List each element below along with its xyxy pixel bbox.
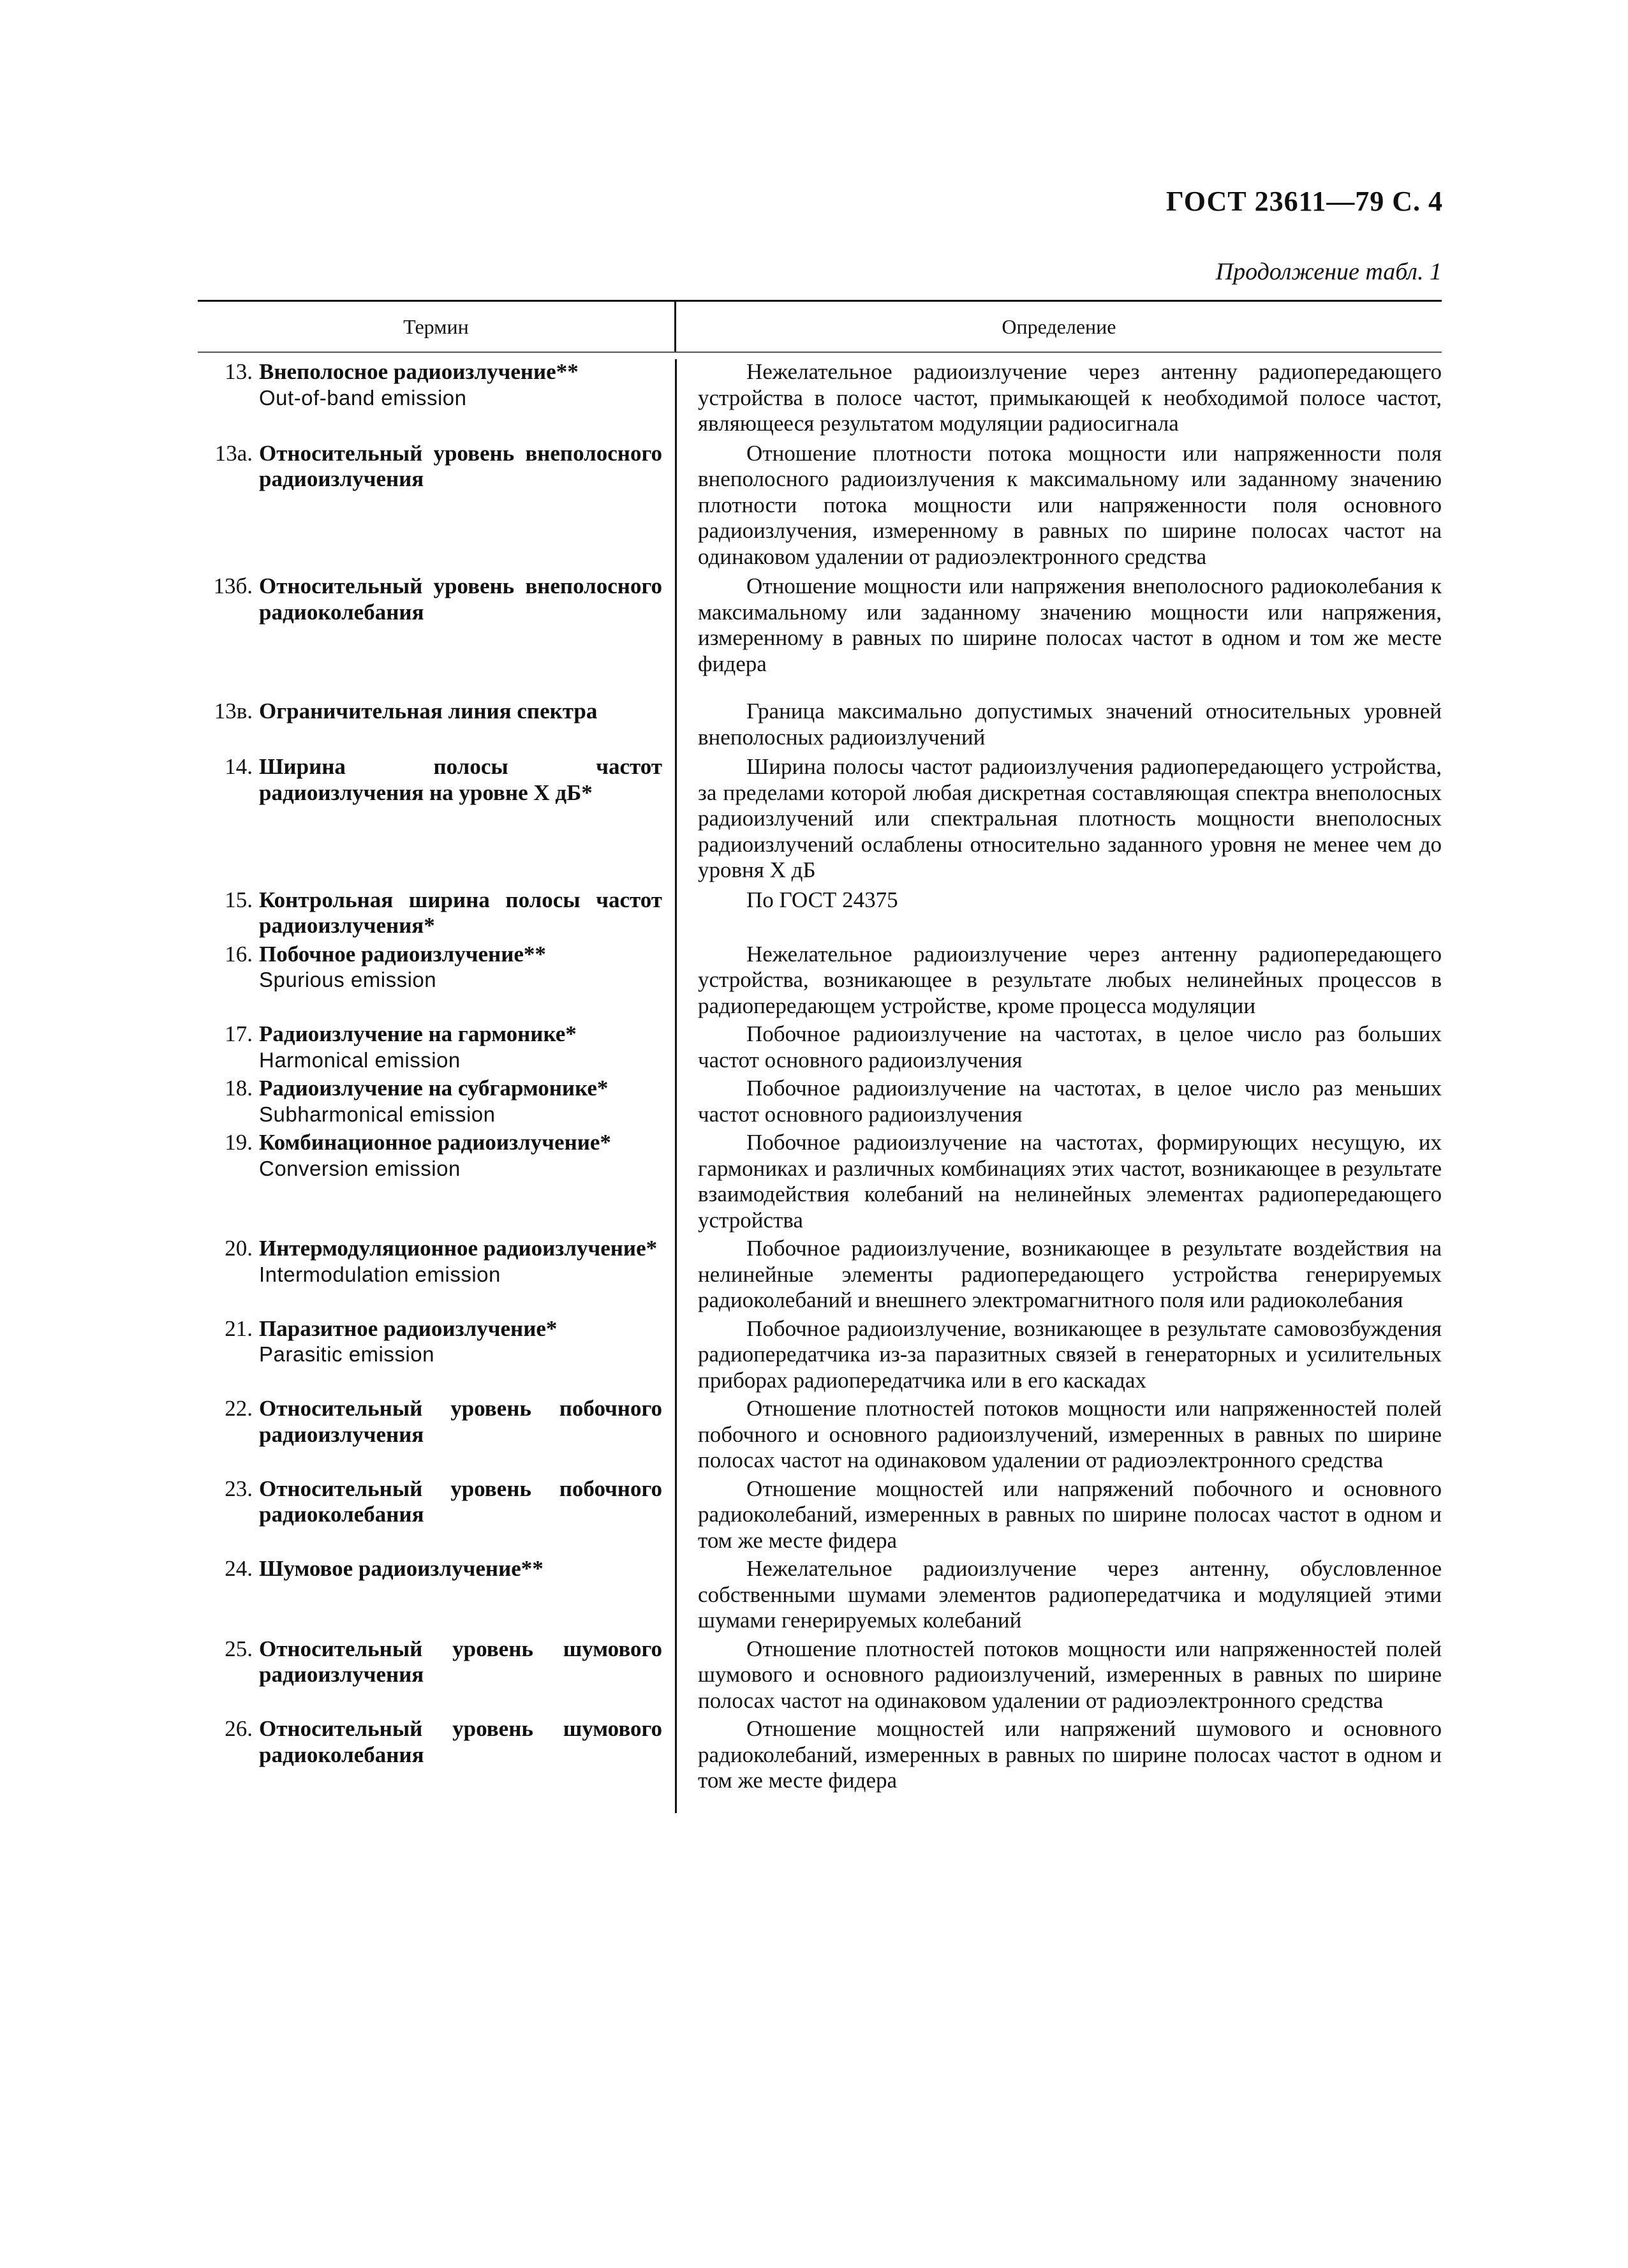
table-row [198,1316,1442,1394]
term-body [259,359,662,411]
table-row [198,1130,1442,1233]
term-body [259,1476,662,1528]
definition-cell: Побочное радиоизлучение, возникающее в результате воздействия на нелинейные элементы радиопередающего устройства генерируемых радиоколебаний и внешнего электромагнитного поля или радиоколебания [698,1236,1442,1312]
table-body [198,359,1442,1794]
term-cell [198,1021,675,1073]
term-line [198,1396,662,1448]
term-line [198,887,662,939]
definition-cell: Побочное радиоизлучение на частотах, в целое число раз больших частот основного радиоизлучения [698,1021,1442,1072]
term-line [198,942,662,993]
term-russian: Контрольная ширина полосы частот радиоизлучения* [259,887,662,938]
table-row [198,1476,1442,1554]
table-row [198,359,1442,437]
term-russian: Радиоизлучение на субгармонике* [259,1076,609,1101]
term-line [198,1076,662,1127]
term-line [198,1316,662,1368]
term-english: Out-of-band emission [259,385,467,410]
term-cell [198,1316,675,1394]
term-cell [198,942,675,1019]
term-body [259,574,662,625]
table-continuation-note: Продолжение табл. 1 [1215,258,1442,285]
term-cell [198,887,675,939]
term-body [259,1130,662,1182]
term-number: 25. [225,1636,253,1661]
term-body [259,1021,662,1073]
terms-table [198,300,1442,1794]
term-number: 15. [225,887,253,912]
definition-cell: Отношение мощности или напряжения внеполосного радиоколебания к максимальному или заданному значению мощности или напряжения, измеренному в равных по ширине полосах частот в одном и том же месте фидера [698,574,1442,676]
term-english: Subharmonical emission [259,1102,496,1126]
term-cell [198,699,675,750]
table-row [198,754,1442,884]
term-line [198,1476,662,1528]
document-reference: ГОСТ 23611—79 С. 4 [1166,186,1443,217]
term-cell [198,1556,675,1634]
term-number: 23. [225,1476,253,1501]
table-row [198,574,1442,677]
table-row [198,887,1442,939]
term-russian: Паразитное радиоизлучение* [259,1316,558,1341]
table-row [198,1716,1442,1794]
definition-cell: Побочное радиоизлучение, возникающее в результате самовозбуждения радиопередатчика из-за паразитных связей в генераторных и усилительных приборах радиопередатчика или в его каскадах [698,1316,1442,1393]
term-line [198,1716,662,1768]
term-line [198,699,662,725]
term-russian: Комбинационное радиоизлучение* [259,1130,611,1155]
definition-cell: Отношение плотностей потоков мощности или напряженностей полей шумового и основного радиоизлучений, измеренных в равных по ширине полосах частот на одинаковом удалении от радиоэлектронного средства [698,1636,1442,1713]
term-english: Parasitic emission [259,1342,434,1366]
term-russian: Внеполосное радиоизлучение** [259,359,579,384]
term-cell [198,1716,675,1794]
term-line [198,754,662,806]
column-header-definition: Определение [1002,315,1116,338]
table-header-row [198,300,1442,353]
term-russian: Побочное радиоизлучение** [259,941,546,967]
term-russian: Относительный уровень внеполосного радиоизлучения [259,440,662,491]
term-cell [198,574,675,677]
term-number: 24. [225,1556,253,1581]
term-russian: Относительный уровень внеполосного радиоколебания [259,574,662,625]
table-row [198,1021,1442,1073]
table-row [198,1396,1442,1474]
term-line [198,441,662,493]
term-line [198,1556,662,1582]
term-russian: Интермодуляционное радиоизлучение* [259,1236,658,1261]
definition-cell: Граница максимально допустимых значений относительных уровней внеполосных радиоизлучений [698,699,1442,750]
term-number: 22. [225,1396,253,1421]
term-body [259,1316,662,1368]
definition-cell: Отношение плотностей потоков мощности или напряженностей полей побочного и основного радиоизлучений, измеренных в равных по ширине полосах частот на одинаковом удалении от радиоэлектронного средства [698,1396,1442,1472]
term-body [259,1636,662,1688]
definition-cell: Ширина полосы частот радиоизлучения радиопередающего устройства, за пределами которой любая дискретная составляющая спектра внеполосных радиоизлучений или спектральная плотность мощности внеполосных радиоизлучений ослаблены относительно заданного уровня не менее чем до уровня X дБ [698,754,1442,882]
term-number: 16. [225,941,253,967]
term-number: 26. [225,1716,253,1741]
term-number: 19. [225,1130,253,1155]
term-number: 13в. [214,699,253,723]
term-cell [198,1076,675,1127]
term-number: 21. [225,1316,253,1341]
term-russian: Ограничительная линия спектра [259,699,598,723]
term-russian: Шумовое радиоизлучение** [259,1556,544,1581]
term-cell [198,1636,675,1714]
term-body [259,1396,662,1448]
term-line [198,1236,662,1287]
term-number: 17. [225,1021,253,1046]
term-body [259,441,662,493]
table-row [198,699,1442,750]
term-cell [198,754,675,884]
term-body [259,754,662,806]
definition-cell: По ГОСТ 24375 [746,887,898,912]
term-body [259,1556,662,1582]
term-english: Intermodulation emission [259,1262,501,1286]
term-english: Harmonical emission [259,1048,461,1072]
term-cell [198,1476,675,1554]
term-body [259,942,662,993]
term-cell [198,1396,675,1474]
term-number: 18. [225,1076,253,1101]
term-line [198,1130,662,1182]
term-body [259,1076,662,1127]
term-english: Conversion emission [259,1156,461,1180]
term-body [259,1716,662,1768]
column-header-term: Термин [198,302,676,352]
table-row [198,1636,1442,1714]
table-row [198,441,1442,570]
definition-cell: Нежелательное радиоизлучение через антенну, обусловленное собственными шумами элементов радиопередатчика и модуляцией этими шумами генерируемых колебаний [698,1556,1442,1633]
term-russian: Относительный уровень шумового радиоколебания [259,1716,662,1767]
term-line [198,1021,662,1073]
term-number: 20. [225,1236,253,1261]
term-russian: Ширина полосы частот радиоизлучения на уровне X дБ* [259,754,662,805]
definition-cell: Отношение мощностей или напряжений побочного и основного радиоколебаний, измеренных в равных по ширине полосах частот в одном и том же месте фидера [698,1476,1442,1553]
term-cell [198,1236,675,1314]
definition-cell: Побочное радиоизлучение на частотах, в целое число раз меньших частот основного радиоизлучения [698,1076,1442,1127]
definition-cell: Нежелательное радиоизлучение через антенну радиопередающего устройства, возникающее в результате любых нелинейных процессов в радиопередающем устройстве, кроме процесса модуляции [698,941,1442,1018]
definition-cell: Отношение плотности потока мощности или напряженности поля внеполосного радиоизлучения к максимальному или заданному значению плотности потока мощности или напряженности поля основного радиоизлучения, измеренному в равных по ширине полосах частот на одинаковом удалении от радиоэлектронного средства [698,440,1442,569]
term-number: 13б. [213,574,253,598]
term-russian: Радиоизлучение на гармонике* [259,1021,577,1046]
term-number: 13а. [214,440,253,466]
term-cell [198,441,675,570]
term-body [259,699,662,725]
definition-cell: Отношение мощностей или напряжений шумового и основного радиоколебаний, измеренных в равных по ширине полосах частот в одном и том же месте фидера [698,1716,1442,1793]
term-cell [198,1130,675,1233]
term-body [259,887,662,939]
term-russian: Относительный уровень побочного радиоизлучения [259,1396,662,1447]
term-russian: Относительный уровень побочного радиоколебания [259,1476,662,1527]
term-english: Spurious emission [259,968,437,991]
term-line [198,1636,662,1688]
term-cell [198,359,675,437]
term-number: 13. [225,359,253,384]
table-row [198,1236,1442,1314]
term-russian: Относительный уровень шумового радиоизлучения [259,1636,662,1687]
table-row [198,942,1442,1019]
definition-cell: Побочное радиоизлучение на частотах, формирующих несущую, их гармониках и различных комбинациях этих частот, возникающее в результате взаимодействия колебаний на нелинейных элементах радиопередающего устройства [698,1130,1442,1233]
term-line [198,359,662,411]
term-body [259,1236,662,1287]
table-row [198,1556,1442,1634]
term-line [198,574,662,625]
table-row [198,1076,1442,1127]
definition-cell: Нежелательное радиоизлучение через антенну радиопередающего устройства в полосе частот, примыкающей к необходимой полосе частот, являющееся результатом модуляции радиосигнала [698,359,1442,436]
term-number: 14. [225,754,253,779]
